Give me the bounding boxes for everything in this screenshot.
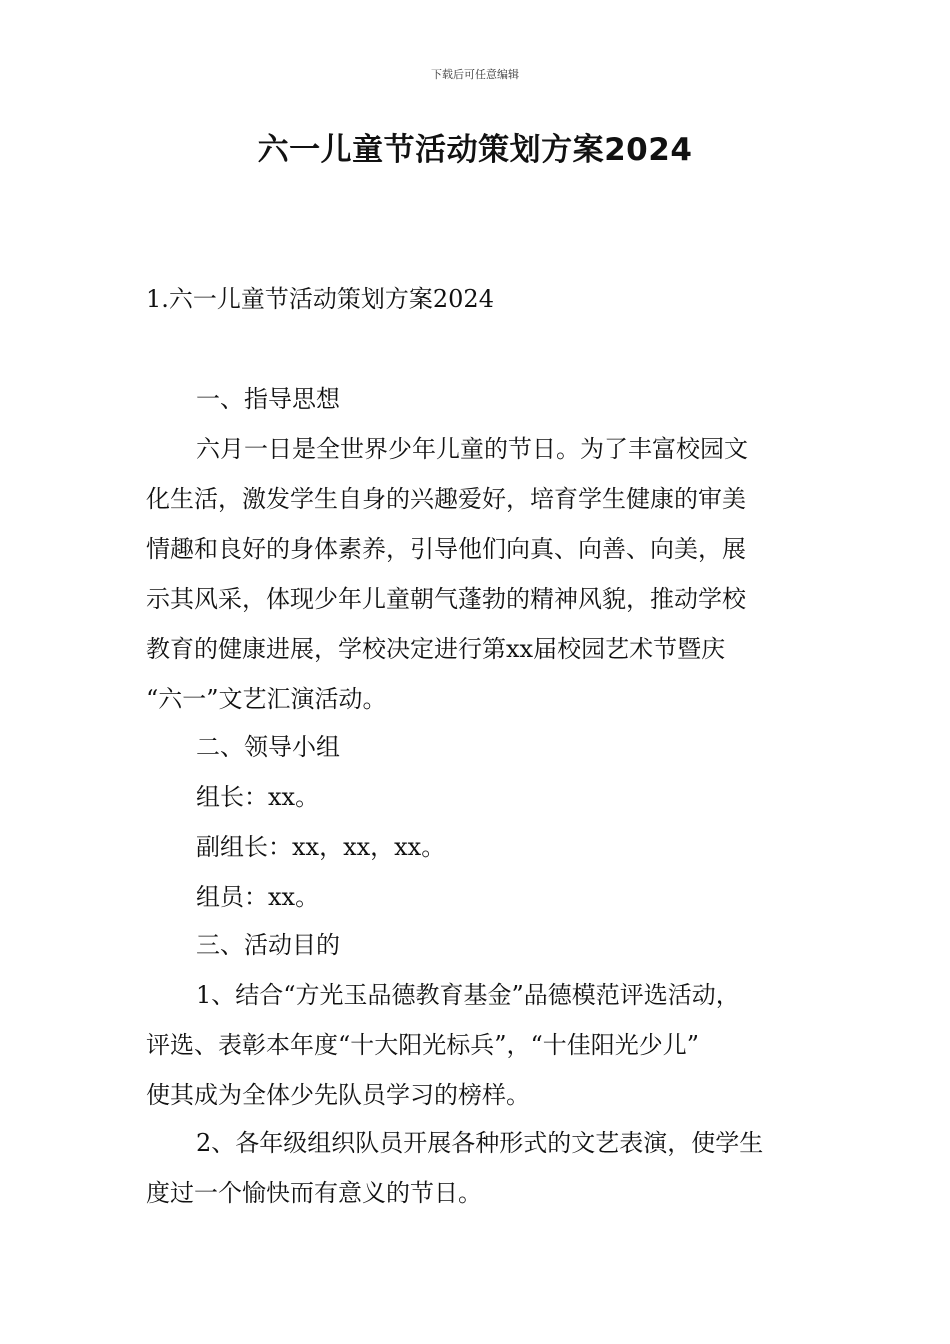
paragraph-line: “六一”文艺汇演活动。 [146, 685, 387, 713]
paragraph-purpose-2 [146, 1118, 808, 1218]
group-leader: 组长：xx。 [196, 783, 320, 811]
section-heading: 1.六一儿童节活动策划方案2024 [146, 285, 494, 313]
header-note: 下载后可任意编辑 [431, 68, 519, 81]
paragraph-line: 使其成为全体少先队员学习的榜样。 [146, 1081, 530, 1109]
paragraph-line: 教育的健康进展，学校决定进行第xx届校园艺术节暨庆 [146, 635, 726, 663]
paragraph-line: 2、各年级组织队员开展各种形式的文艺表演，使学生 [196, 1129, 764, 1157]
paragraph-line: 化生活，激发学生自身的兴趣爱好，培育学生健康的审美 [146, 485, 746, 513]
paragraph-guiding-ideology [146, 424, 808, 724]
group-vice-leader: 副组长：xx，xx，xx。 [196, 833, 446, 861]
heading-activity-purpose: 三、活动目的 [196, 931, 340, 959]
paragraph-purpose-1 [146, 970, 808, 1120]
document-title: 六一儿童节活动策划方案2024 [257, 132, 693, 168]
paragraph-line: 情趣和良好的身体素养，引导他们向真、向善、向美，展 [146, 535, 746, 563]
heading-guiding-ideology: 一、指导思想 [196, 385, 340, 413]
paragraph-line: 1、结合“方光玉品德教育基金”品德模范评选活动， [196, 981, 740, 1009]
paragraph-line: 示其风采，体现少年儿童朝气蓬勃的精神风貌，推动学校 [146, 585, 746, 613]
heading-leadership-group: 二、领导小组 [196, 733, 340, 761]
paragraph-line: 六月一日是全世界少年儿童的节日。为了丰富校园文 [196, 435, 748, 463]
paragraph-line: 评选、表彰本年度“十大阳光标兵”，“十佳阳光少儿” [146, 1031, 700, 1059]
group-members: 组员：xx。 [196, 883, 320, 911]
paragraph-line: 度过一个愉快而有意义的节日。 [146, 1179, 482, 1207]
